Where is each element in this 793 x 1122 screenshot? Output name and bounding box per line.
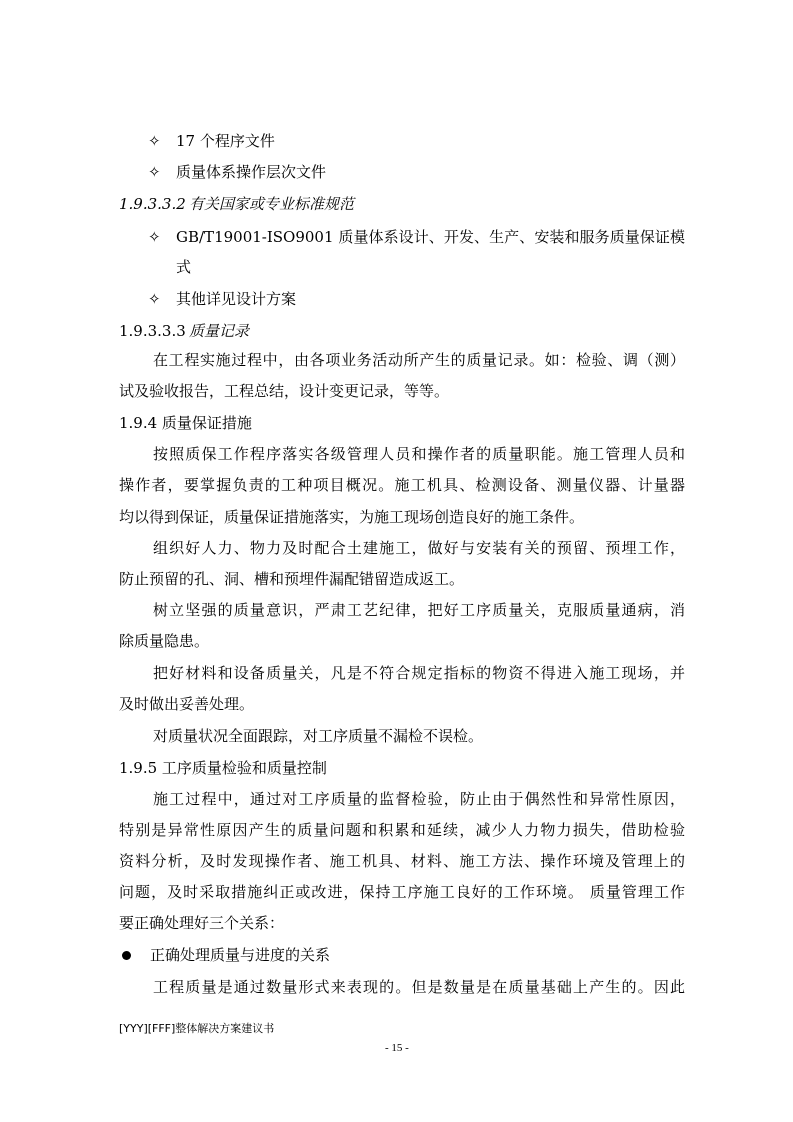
list-item: 质量体系操作层次文件 [176,163,327,181]
list-item: 其他详见设计方案 [176,290,297,308]
section-heading: 1.9.4 质量保证措施 [119,414,252,432]
paragraph-line: 把好材料和设备质量关，凡是不符合规定指标的物资不得进入施工现场，并 [153,664,685,682]
paragraph-line: 工程质量是通过数量形式来表现的。但是数量是在质量基础上产生的。因此 [153,978,685,996]
bullet-icon: ✧ [148,228,161,246]
paragraph-line: 按照质保工作程序落实各级管理人员和操作者的质量职能。施工管理人员和 [153,445,685,463]
bullet-icon: ✧ [148,163,161,181]
footer-doc-title: [YYY][FFF]整体解决方案建议书 [119,1022,275,1035]
paragraph-line: 操作者，要掌握负责的工种项目概况。施工机具、检测设备、测量仪器、计量器 [119,476,685,494]
bullet-icon: ✧ [148,132,161,150]
section-heading: 质量记录 [189,322,250,340]
paragraph-line: 资料分析，及时发现操作者、施工机具、材料、施工方法、操作环境及管理上的 [119,852,685,870]
list-item: 17 个程序文件 [176,132,275,150]
paragraph-line: 及时做出妥善处理。 [119,695,255,713]
paragraph-line: 组织好人力、物力及时配合土建施工，做好与安装有关的预留、预埋工作， [153,539,685,557]
paragraph-line: 均以得到保证，质量保证措施落实，为施工现场创造良好的施工条件。 [119,508,585,526]
paragraph-line: 对质量状况全面跟踪，对工序质量不漏检不误检。 [153,727,484,745]
section-heading: 有关国家或专业标准规范 [189,195,355,213]
paragraph-line: 试及验收报告，工程总结，设计变更记录，等等。 [119,382,450,400]
section-heading: 1.9.5 工序质量检验和质量控制 [119,759,327,777]
list-item-continuation: 式 [176,258,192,276]
paragraph-line: 防止预留的孔、洞、槽和预埋件漏配错留造成返工。 [119,570,465,588]
section-number: 1.9.3.3.2 [119,195,186,213]
page-number: - 15 - [385,1042,409,1054]
bullet-icon: ✧ [148,290,161,308]
list-item: GB/T19001-ISO9001 质量体系设计、开发、生产、安装和服务质量保证模 [176,228,685,246]
section-number: 1.9.3.3.3 [119,322,186,340]
paragraph-line: 除质量隐患。 [119,632,210,650]
paragraph-line: 问题，及时采取措施纠正或改进，保持工序施工良好的工作环境。 质量管理工作 [119,883,685,901]
list-item: 正确处理质量与进度的关系 [150,946,331,964]
paragraph-line: 树立坚强的质量意识，严肃工艺纪律，把好工序质量关，克服质量通病，消 [153,601,685,619]
paragraph-line: 特别是异常性原因产生的质量问题和积累和延续，减少人力物力损失，借助检验 [119,821,685,839]
paragraph-line: 要正确处理好三个关系： [119,914,285,932]
paragraph-line: 施工过程中，通过对工序质量的监督检验，防止由于偶然性和异常性原因， [153,790,685,808]
paragraph-line: 在工程实施过程中，由各项业务活动所产生的质量记录。如：检验、调（测） [153,351,685,369]
bullet-dot-icon [122,951,131,960]
